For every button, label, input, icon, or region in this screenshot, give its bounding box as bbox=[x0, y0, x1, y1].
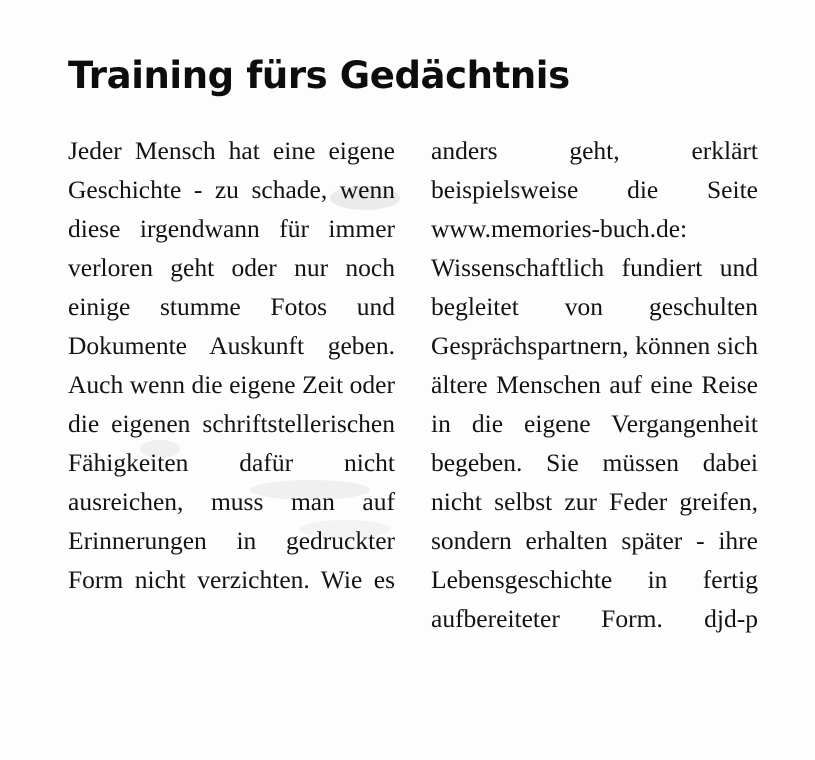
article-column-right bbox=[431, 131, 758, 677]
page-title: Training fürs Gedächtnis bbox=[68, 54, 570, 97]
article-column-left bbox=[68, 131, 395, 677]
column-body-text: anders geht, erklärt beispielsweise die Seite www.memories-buch.de: Wissenschaftlich fundiert und begleitet von geschulten Gesprächspartnern, können sich ältere Menschen auf eine Reise in die eigene Vergangenheit begeben. Sie müssen dabei nicht selbst zur Feder greifen, sondern erhalten später - ihre Lebensgeschichte in fertig aufbereiteter Form. djd-p bbox=[431, 135, 758, 633]
article-columns bbox=[68, 131, 758, 677]
column-body-text: Jeder Mensch hat eine eigene Geschichte - zu schade, wenn diese irgendwann für immer verloren geht oder nur noch einige stumme Fotos und Dokumente Auskunft geben. Auch wenn die eigene Zeit oder die eigenen schriftstellerischen Fähigkeiten dafür nicht ausreichen, muss man auf Erinnerungen in gedruckter Form nicht verzichten. Wie es bbox=[68, 135, 395, 594]
article bbox=[68, 56, 758, 677]
